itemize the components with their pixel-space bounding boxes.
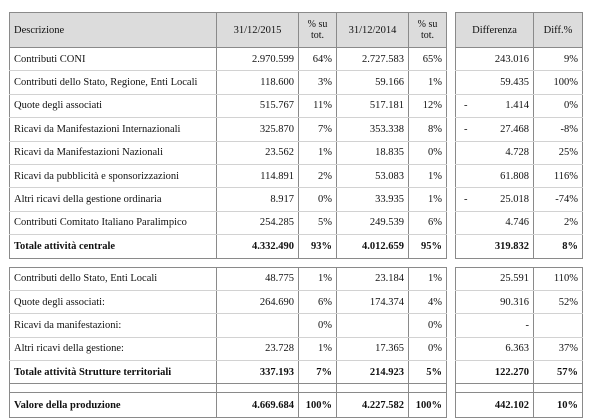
spacer-cell (299, 258, 337, 267)
spacer-cell (456, 384, 472, 393)
row-pct-2015: 5% (299, 211, 337, 234)
row-value-2014: 249.539 (337, 211, 409, 234)
table-row (10, 361, 447, 384)
table-row (10, 211, 447, 234)
row-pct-2015: 64% (299, 48, 337, 71)
row-value-2015 (217, 314, 299, 337)
table-row (456, 361, 583, 384)
table-row (456, 235, 583, 258)
row-diff-pct: 52% (534, 290, 583, 313)
row-pct-2014: 95% (409, 235, 447, 258)
row-description: Quote degli associati (10, 94, 217, 117)
row-pct-2015: 100% (299, 393, 337, 418)
row-value-2015: 2.970.599 (217, 48, 299, 71)
row-diff-pct: -8% (534, 118, 583, 141)
row-value-2015: 325.870 (217, 118, 299, 141)
row-diff-pct (534, 314, 583, 337)
row-difference: 1.414 (472, 94, 534, 117)
spacer-cell (534, 258, 583, 267)
table-row (456, 141, 583, 164)
row-diff-sign: - (456, 188, 472, 211)
row-pct-2015: 6% (299, 290, 337, 313)
row-description: Contributi Comitato Italiano Paralimpico (10, 211, 217, 234)
spacer-cell (217, 384, 299, 393)
table-row (456, 290, 583, 313)
row-value-2014: 33.935 (337, 188, 409, 211)
table-row (456, 164, 583, 187)
table-row (10, 48, 447, 71)
row-description: Altri ricavi della gestione ordinaria (10, 188, 217, 211)
row-difference: 243.016 (472, 48, 534, 71)
row-diff-pct: 116% (534, 164, 583, 187)
row-description: Contributi dello Stato, Regione, Enti Locali (10, 71, 217, 94)
row-pct-2014: 6% (409, 211, 447, 234)
row-pct-2015: 0% (299, 314, 337, 337)
row-diff-sign (456, 361, 472, 384)
header-row (10, 13, 447, 48)
row-value-2015: 23.562 (217, 141, 299, 164)
row-difference: - (472, 314, 534, 337)
row-pct-2015: 7% (299, 118, 337, 141)
row-diff-sign (456, 267, 472, 290)
row-pct-2014: 12% (409, 94, 447, 117)
row-value-2015: 48.775 (217, 267, 299, 290)
row-diff-pct: -74% (534, 188, 583, 211)
spacer-row (456, 258, 583, 267)
header-pct-2014: % su tot. (409, 13, 447, 48)
row-value-2014: 23.184 (337, 267, 409, 290)
row-description: Valore della produzione (10, 393, 217, 418)
row-value-2014: 353.338 (337, 118, 409, 141)
spacer-cell (10, 384, 217, 393)
row-value-2014: 2.727.583 (337, 48, 409, 71)
row-difference: 442.102 (472, 393, 534, 418)
row-value-2014: 4.227.582 (337, 393, 409, 418)
row-difference: 25.591 (472, 267, 534, 290)
spacer-row (456, 384, 583, 393)
row-description: Ricavi da Manifestazioni Nazionali (10, 141, 217, 164)
table-row (10, 71, 447, 94)
table-row (10, 314, 447, 337)
row-value-2014: 17.365 (337, 337, 409, 360)
row-diff-pct: 0% (534, 94, 583, 117)
row-description: Quote degli associati: (10, 290, 217, 313)
row-diff-pct: 100% (534, 71, 583, 94)
row-description: Altri ricavi della gestione: (10, 337, 217, 360)
header-date-2014: 31/12/2014 (337, 13, 409, 48)
row-value-2015: 515.767 (217, 94, 299, 117)
spacer-cell (409, 384, 447, 393)
row-diff-sign (456, 48, 472, 71)
table-row (10, 94, 447, 117)
row-value-2014: 53.083 (337, 164, 409, 187)
row-description: Ricavi da Manifestazioni Internazionali (10, 118, 217, 141)
row-diff-sign (456, 71, 472, 94)
spacer-cell (472, 258, 534, 267)
table-row (456, 71, 583, 94)
row-value-2014: 4.012.659 (337, 235, 409, 258)
row-pct-2015: 1% (299, 337, 337, 360)
row-pct-2014: 0% (409, 141, 447, 164)
row-value-2015: 337.193 (217, 361, 299, 384)
header-descrizione: Descrizione (10, 13, 217, 48)
row-value-2015: 23.728 (217, 337, 299, 360)
row-description: Ricavi da manifestazioni: (10, 314, 217, 337)
row-pct-2015: 1% (299, 141, 337, 164)
row-value-2015: 4.669.684 (217, 393, 299, 418)
row-value-2015: 114.891 (217, 164, 299, 187)
row-value-2014 (337, 314, 409, 337)
table-row (456, 188, 583, 211)
row-diff-pct: 25% (534, 141, 583, 164)
difference-body (456, 13, 583, 418)
row-pct-2015: 3% (299, 71, 337, 94)
row-difference: 27.468 (472, 118, 534, 141)
row-pct-2015: 93% (299, 235, 337, 258)
spacer-row (10, 258, 447, 267)
row-value-2014: 18.835 (337, 141, 409, 164)
row-pct-2014: 5% (409, 361, 447, 384)
row-difference: 319.832 (472, 235, 534, 258)
row-description: Totale attività centrale (10, 235, 217, 258)
main-values-body (10, 13, 447, 418)
header-diff-pct: Diff.% (534, 13, 583, 48)
table-row (10, 118, 447, 141)
row-diff-pct: 37% (534, 337, 583, 360)
row-pct-2014: 0% (409, 337, 447, 360)
table-row (456, 314, 583, 337)
row-difference: 90.316 (472, 290, 534, 313)
row-difference: 59.435 (472, 71, 534, 94)
row-diff-pct: 2% (534, 211, 583, 234)
row-value-2015: 8.917 (217, 188, 299, 211)
header-date-2015: 31/12/2015 (217, 13, 299, 48)
spacer-cell (337, 258, 409, 267)
row-pct-2014: 1% (409, 71, 447, 94)
row-diff-sign (456, 393, 472, 418)
table-row (456, 94, 583, 117)
header-pct-2015: % su tot. (299, 13, 337, 48)
row-pct-2015: 1% (299, 267, 337, 290)
row-diff-sign: - (456, 94, 472, 117)
row-diff-sign (456, 290, 472, 313)
difference-table (455, 12, 583, 418)
row-pct-2014: 100% (409, 393, 447, 418)
row-pct-2015: 0% (299, 188, 337, 211)
table-row (456, 337, 583, 360)
row-pct-2014: 4% (409, 290, 447, 313)
row-description: Ricavi da pubblicità e sponsorizzazioni (10, 164, 217, 187)
row-diff-sign (456, 235, 472, 258)
row-description: Contributi CONI (10, 48, 217, 71)
table-row (456, 211, 583, 234)
row-pct-2015: 11% (299, 94, 337, 117)
row-difference: 4.746 (472, 211, 534, 234)
table-row (10, 337, 447, 360)
row-pct-2014: 65% (409, 48, 447, 71)
spacer-cell (217, 258, 299, 267)
spacer-cell (10, 258, 217, 267)
row-value-2015: 4.332.490 (217, 235, 299, 258)
table-row (456, 267, 583, 290)
row-diff-sign (456, 141, 472, 164)
row-value-2014: 517.181 (337, 94, 409, 117)
row-difference: 25.018 (472, 188, 534, 211)
spacer-cell (299, 384, 337, 393)
table-row (456, 118, 583, 141)
row-difference: 4.728 (472, 141, 534, 164)
row-diff-pct: 110% (534, 267, 583, 290)
row-diff-pct: 57% (534, 361, 583, 384)
row-diff-sign (456, 314, 472, 337)
row-value-2014: 59.166 (337, 71, 409, 94)
table-row (10, 235, 447, 258)
table-row (10, 141, 447, 164)
spacer-cell (337, 384, 409, 393)
row-pct-2014: 8% (409, 118, 447, 141)
row-pct-2014: 1% (409, 267, 447, 290)
row-difference: 61.808 (472, 164, 534, 187)
header-differenza: Differenza (456, 13, 534, 48)
row-pct-2015: 2% (299, 164, 337, 187)
row-difference: 6.363 (472, 337, 534, 360)
row-pct-2015: 7% (299, 361, 337, 384)
row-description: Totale attività Strutture territoriali (10, 361, 217, 384)
row-diff-sign (456, 164, 472, 187)
row-pct-2014: 1% (409, 164, 447, 187)
header-row (456, 13, 583, 48)
row-difference: 122.270 (472, 361, 534, 384)
spacer-cell (456, 258, 472, 267)
row-value-2015: 264.690 (217, 290, 299, 313)
spacer-cell (472, 384, 534, 393)
spacer-cell (534, 384, 583, 393)
table-row (10, 267, 447, 290)
table-row (456, 48, 583, 71)
spacer-row (10, 384, 447, 393)
row-value-2015: 118.600 (217, 71, 299, 94)
table-row (10, 188, 447, 211)
spacer-cell (409, 258, 447, 267)
table-row (456, 393, 583, 418)
row-value-2014: 214.923 (337, 361, 409, 384)
main-values-table (9, 12, 447, 418)
row-diff-sign: - (456, 118, 472, 141)
table-row (10, 164, 447, 187)
row-value-2015: 254.285 (217, 211, 299, 234)
table-row (10, 393, 447, 418)
row-diff-sign (456, 211, 472, 234)
row-description: Contributi dello Stato, Enti Locali (10, 267, 217, 290)
row-diff-pct: 9% (534, 48, 583, 71)
table-row (10, 290, 447, 313)
row-diff-pct: 8% (534, 235, 583, 258)
row-pct-2014: 1% (409, 188, 447, 211)
row-pct-2014: 0% (409, 314, 447, 337)
row-diff-pct: 10% (534, 393, 583, 418)
row-diff-sign (456, 337, 472, 360)
row-value-2014: 174.374 (337, 290, 409, 313)
